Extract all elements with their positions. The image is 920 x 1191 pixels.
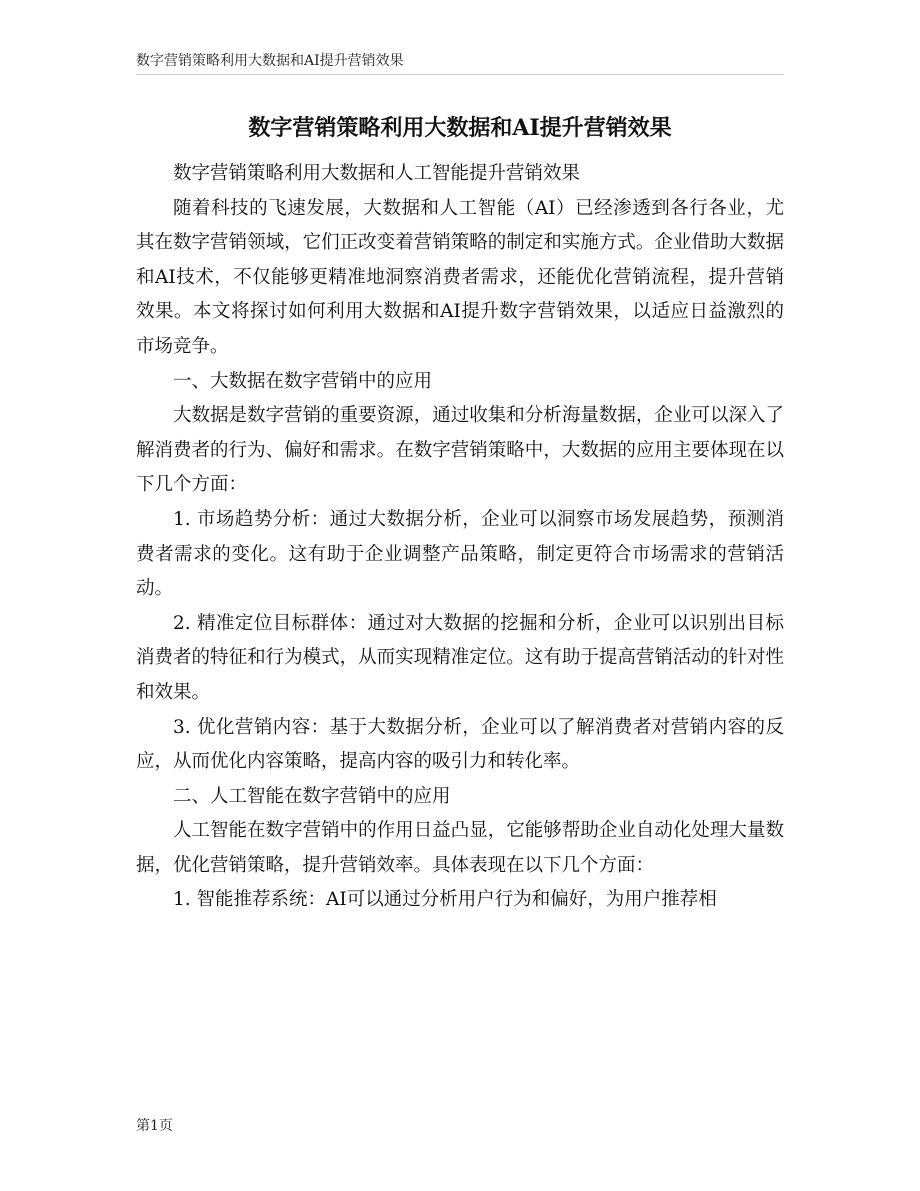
running-header: 数字营销策略利用大数据和AI提升营销效果 — [136, 53, 404, 69]
list-item-recommendation: 1. 智能推荐系统：AI可以通过分析用户行为和偏好，为用户推荐相 — [173, 889, 717, 911]
intro-paragraph: 随着科技的飞速发展，大数据和人工智能（AI）已经渗透到各行各业，尤其在数字营销领域，它们正改变着营销策略的制定和实施方式。企业借助大数据和AI技术，不仅能够更精准地洞察消费者需求，还能优化营销流程，提升营销效果。本文将探讨如何利用大数据和AI提升数字营销效果，以适应日益激烈的市场竞争。 — [136, 197, 784, 357]
section-heading-big-data: 一、大数据在数字营销中的应用 — [173, 370, 433, 392]
section-heading-ai: 二、人工智能在数字营销中的应用 — [173, 785, 451, 807]
document-body — [136, 157, 784, 918]
body-paragraph: 大数据是数字营销的重要资源，通过收集和分析海量数据，企业可以深入了解消费者的行为、偏好和需求。在数字营销策略中，大数据的应用主要体现在以下几个方面： — [136, 405, 784, 496]
list-item-content-optimization: 3. 优化营销内容：基于大数据分析，企业可以了解消费者对营销内容的反应，从而优化内容策略，提高内容的吸引力和转化率。 — [136, 716, 784, 773]
document-title: 数字营销策略利用大数据和AI提升营销效果 — [248, 115, 672, 141]
list-item-market-trend: 1. 市场趋势分析：通过大数据分析，企业可以洞察市场发展趋势，预测消费者需求的变化。这有助于企业调整产品策略，制定更符合市场需求的营销活动。 — [136, 508, 784, 600]
page-number: 第1页 — [136, 1118, 173, 1134]
body-paragraph: 人工智能在数字营销中的作用日益凸显，它能够帮助企业自动化处理大量数据，优化营销策略，提升营销效率。具体表现在以下几个方面： — [136, 820, 784, 876]
header-divider — [136, 74, 784, 75]
subtitle-paragraph: 数字营销策略利用大数据和人工智能提升营销效果 — [173, 163, 581, 184]
list-item-target-group: 2. 精准定位目标群体：通过对大数据的挖掘和分析，企业可以识别出目标消费者的特征和行为模式，从而实现精准定位。这有助于提高营销活动的针对性和效果。 — [136, 612, 784, 703]
